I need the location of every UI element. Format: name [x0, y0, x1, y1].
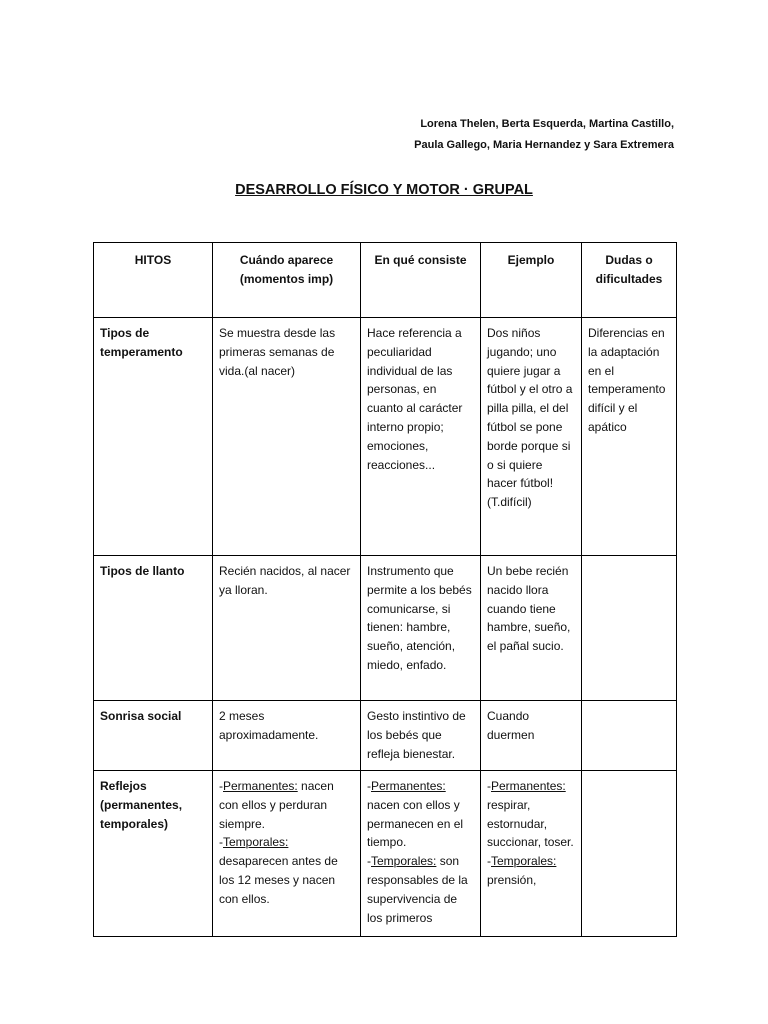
authors-line-2: Paula Gallego, Maria Hernandez y Sara Extremera — [414, 139, 674, 151]
cell-ejemplo: Dos niños jugando; uno quiere jugar a fútbol y el otro a pilla pilla, el del fútbol se pone borde porque si o si quiere hacer fútbol! (T.difícil) — [481, 318, 582, 556]
temporales-text: desaparecen antes de los 12 meses y nacen con ellos. — [219, 854, 338, 906]
permanentes-text: nacen con ellos y perduran siempre. — [219, 779, 334, 831]
cell-consiste — [361, 771, 481, 937]
dash: - — [219, 835, 223, 850]
table-row — [94, 318, 677, 556]
cell-ejemplo: Cuando duermen — [481, 701, 582, 771]
authors-block — [414, 114, 674, 156]
temporales-text: prensión, — [487, 872, 537, 887]
document-title — [0, 182, 768, 198]
temporales-label: Temporales: — [223, 835, 289, 850]
cell-dudas — [582, 701, 677, 771]
milestones-table — [93, 242, 677, 937]
table-row — [94, 701, 677, 771]
dash: - — [487, 854, 491, 869]
cell-ejemplo — [481, 771, 582, 937]
col-header-dudas: Dudas o dificultades — [582, 243, 677, 318]
cell-consiste: Gesto instintivo de los bebés que refleja bienestar. — [361, 701, 481, 771]
permanentes-label: Permanentes: — [491, 779, 566, 793]
col-header-cuando: Cuándo aparece (momentos imp) — [213, 243, 361, 318]
document-title-text: DESARROLLO FÍSICO Y MOTOR · GRUPAL — [235, 182, 533, 198]
cell-consiste: Instrumento que permite a los bebés comunicarse, si tienen: hambre, sueño, atención, miedo, enfado. — [361, 556, 481, 701]
col-header-consiste: En qué consiste — [361, 243, 481, 318]
col-header-ejemplo: Ejemplo — [481, 243, 582, 318]
temporales-text: son responsables de la supervivencia de los primeros — [367, 854, 468, 925]
permanentes-text: nacen con ellos y permanecen en el tiempo. — [367, 797, 464, 850]
col-header-hitos: HITOS — [94, 243, 213, 318]
dash: - — [367, 854, 371, 869]
temporales-label: Temporales: — [371, 854, 437, 869]
cell-cuando: Se muestra desde las primeras semanas de vida.(al nacer) — [213, 318, 361, 556]
permanentes-label: Permanentes: — [223, 779, 298, 793]
cell-cuando — [213, 771, 361, 937]
cell-cuando: Recién nacidos, al nacer ya lloran. — [213, 556, 361, 701]
cell-hito: Tipos de temperamento — [94, 318, 213, 556]
cell-dudas — [582, 771, 677, 937]
cell-hito: Sonrisa social — [94, 701, 213, 771]
table-row — [94, 556, 677, 701]
authors-line-1: Lorena Thelen, Berta Esquerda, Martina Castillo, — [420, 118, 674, 130]
cell-consiste: Hace referencia a peculiaridad individual de las personas, en cuanto al carácter interno propio; emociones, reacciones... — [361, 318, 481, 556]
permanentes-text: respirar, estornudar, succionar, toser. — [487, 797, 574, 850]
cell-dudas — [582, 556, 677, 701]
cell-hito: Reflejos (permanentes, temporales) — [94, 771, 213, 937]
cell-ejemplo: Un bebe recién nacido llora cuando tiene hambre, sueño, el pañal sucio. — [481, 556, 582, 701]
cell-dudas: Diferencias en la adaptación en el temperamento difícil y el apático — [582, 318, 677, 556]
table-header-row — [94, 243, 677, 318]
permanentes-label: Permanentes: — [371, 779, 446, 793]
cell-cuando: 2 meses aproximadamente. — [213, 701, 361, 771]
dash: - — [487, 779, 491, 793]
table-row — [94, 771, 677, 937]
dash: - — [219, 779, 223, 793]
cell-hito: Tipos de llanto — [94, 556, 213, 701]
dash: - — [367, 779, 371, 793]
temporales-label: Temporales: — [491, 854, 557, 869]
